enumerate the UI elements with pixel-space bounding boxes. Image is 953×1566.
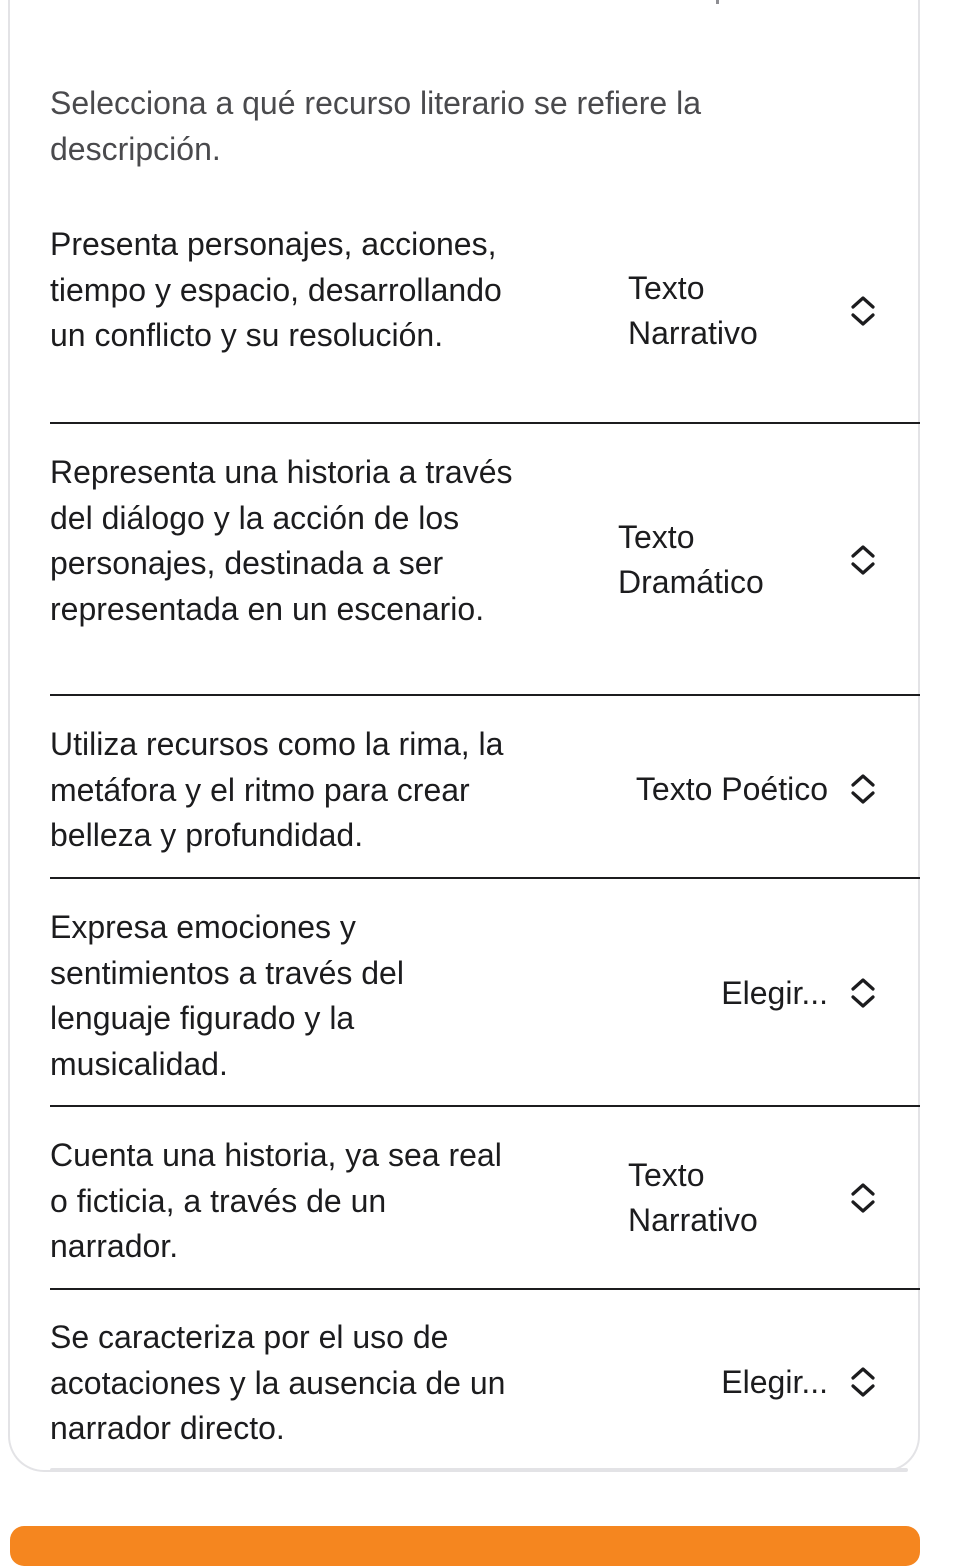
row-description: Presenta personajes, acciones, tiempo y espacio, desarrollando un conflicto y su resolución.	[50, 226, 502, 353]
question-counter-fragment	[716, 0, 719, 4]
chevron-up-down-icon	[846, 973, 880, 1013]
answer-select[interactable]	[636, 766, 880, 812]
answer-select[interactable]	[721, 1359, 880, 1405]
answer-select-value: Elegir...	[721, 1363, 828, 1400]
matching-row	[50, 450, 920, 696]
answer-select-value: Elegir...	[721, 974, 828, 1011]
answer-select[interactable]	[721, 970, 880, 1016]
row-description: Utiliza recursos como la rima, la metáfora y el ritmo para crear belleza y profundidad.	[50, 726, 504, 853]
card-bottom-divider	[50, 1468, 908, 1472]
chevron-up-down-icon	[846, 540, 880, 580]
row-description: Expresa emociones y sentimientos a través del lenguaje figurado y la musicalidad.	[50, 909, 404, 1082]
matching-row	[50, 905, 920, 1107]
matching-row	[50, 1315, 920, 1455]
next-button[interactable]	[10, 1526, 920, 1566]
answer-select[interactable]	[628, 266, 880, 356]
chevron-up-down-icon	[846, 1178, 880, 1218]
answer-select-value: Texto Dramático	[618, 519, 764, 600]
matching-row	[50, 222, 920, 424]
answer-select[interactable]	[628, 1153, 880, 1243]
chevron-up-down-icon	[846, 769, 880, 809]
row-description: Representa una historia a través del diálogo y la acción de los personajes, destinada a ser representada en un escenario.	[50, 454, 513, 627]
chevron-up-down-icon	[846, 291, 880, 331]
matching-row	[50, 1133, 920, 1290]
answer-select-value: Texto Narrativo	[628, 1157, 758, 1238]
row-description: Cuenta una historia, ya sea real o ficticia, a través de un narrador.	[50, 1137, 502, 1264]
answer-select-value: Texto Poético	[635, 770, 828, 807]
chevron-up-down-icon	[846, 1362, 880, 1402]
matching-row	[50, 722, 920, 879]
row-description: Se caracteriza por el uso de acotaciones y la ausencia de un narrador directo.	[50, 1319, 506, 1446]
answer-select[interactable]	[618, 515, 880, 605]
answer-select-value: Texto Narrativo	[628, 270, 758, 351]
question-instructions: Selecciona a qué recurso literario se refiere la descripción.	[50, 85, 701, 167]
